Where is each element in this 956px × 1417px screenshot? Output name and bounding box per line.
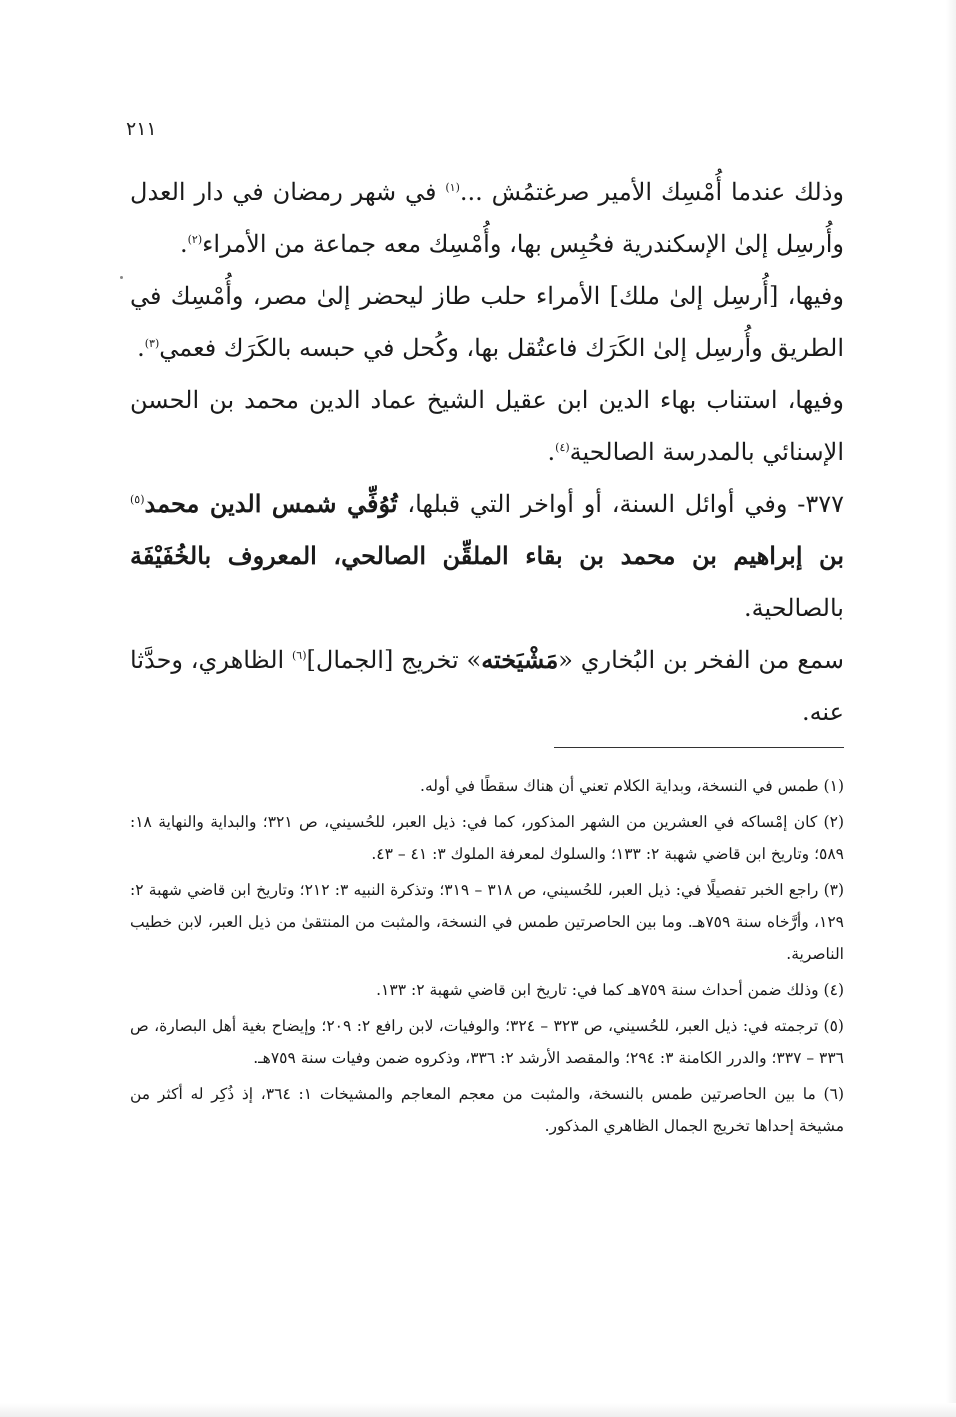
bold-text: مَشْيَخته bbox=[481, 645, 559, 674]
text-run: وفيها، استناب بهاء الدين ابن عقيل الشيخ عماد الدين محمد بن الحسن الإسنائي بالمدرسة الصالحية bbox=[130, 386, 844, 466]
footnote: (١) طمس في النسخة، وبداية الكلام تعني أن هناك سقطًا في أوله. bbox=[420, 777, 844, 795]
footnote: (٤) وذلك ضمن أحداث سنة ٧٥٩هـ كما في: تاريخ ابن قاضي شهبة ٢: ١٣٣. bbox=[376, 981, 844, 999]
paragraph bbox=[130, 478, 844, 634]
text-run: » تخريج [الجمال] bbox=[306, 646, 482, 674]
paragraph bbox=[130, 634, 844, 738]
paragraph bbox=[130, 166, 844, 270]
footnote-ref: (٦) bbox=[292, 649, 307, 662]
footnote-ref: (٣) bbox=[144, 337, 160, 350]
footnote-ref: (٢) bbox=[187, 233, 203, 246]
text-run: سمع من الفخر بن البُخاري « bbox=[558, 646, 844, 674]
footnote-ref: (٤) bbox=[555, 441, 570, 454]
footnote-divider bbox=[554, 747, 844, 748]
footnote: (٥) ترجمته في: ذيل العبر، للحُسيني، ص ٣٢٣ – ٣٢٤؛ والوفيات، لابن رافع ٢: ٢٠٩؛ وإيضاح بغية أهل البصارة، ص ٣٣٦ – ٣٣٧؛ والدرر الكامنة ٣: ٢٩٤؛ والمقصد الأرشد ٢: ٣٣٦، وذكروه ضمن وفيات سنة ٧٥٩هـ. bbox=[130, 1017, 844, 1067]
page-bottom-shadow bbox=[0, 1403, 956, 1417]
text-run: . bbox=[179, 230, 188, 258]
text-run: الظاهري، وحدَّثا عنه. bbox=[130, 646, 844, 726]
bold-text: تُوُفِّي شمس الدين محمد bbox=[144, 489, 398, 518]
bold-text: بن إبراهيم بن محمد بن بقاء الملقِّن الصالحي، المعروف بالخُفَيْفَة bbox=[130, 541, 844, 570]
footnote-ref: (١) bbox=[445, 181, 460, 194]
footnote-ref: (٥) bbox=[130, 493, 145, 506]
margin-mark bbox=[120, 276, 123, 279]
footnote: (٦) ما بين الحاصرتين طمس بالنسخة، والمثبت من معجم المعاجم والمشيخات ١: ٣٦٤، إذ ذُكِر له أكثر من مشيخة إحداها تخريج الجمال الظاهري المذكور. bbox=[130, 1085, 844, 1135]
text-run: بالصالحية. bbox=[744, 594, 844, 622]
text-run: في شهر رمضان في دار العدل وأُرسِل إلىٰ الإسكندرية فحُبِس بها، وأُمْسِك معه جماعة من الأمراء bbox=[130, 178, 844, 258]
paragraph bbox=[130, 374, 844, 478]
text-run: ٣٧٧- وفي أوائل السنة، أو أواخر التي قبلها، bbox=[397, 490, 844, 518]
text-run: . bbox=[137, 334, 145, 362]
main-text bbox=[130, 166, 844, 738]
text-run: وذلك عندما أُمْسِك الأمير صرغتمُش ... bbox=[459, 178, 844, 206]
text-run: وفيها، [أُرسِل إلىٰ ملك] الأمراء حلب طاز ليحضر إلىٰ مصر، وأُمْسِك في الطريق وأُرسِل إلىٰ الكَرَك فاعتُقل بها، وكُحل في حبسه بالكَرَك فعمي bbox=[130, 282, 844, 362]
page-edge-shadow bbox=[946, 0, 956, 1417]
footnote: (٣) راجع الخبر تفصيلًا في: ذيل العبر، للحُسيني، ص ٣١٨ – ٣١٩؛ وتذكرة النبيه ٣: ٢١٢؛ وتاريخ ابن قاضي شهبة ٢: ١٢٩، وأرَّخاه سنة ٧٥٩هـ. وما بين الحاصرتين طمس في النسخة، والمثبت من المنتقىٰ من ذيل العبر، لابن خطيب الناصرية. bbox=[130, 881, 845, 963]
footnotes bbox=[130, 770, 844, 1146]
paragraph bbox=[130, 270, 844, 374]
footnote: (٢) كان إمْساكه في العشرين من الشهر المذكور، كما في: ذيل العبر، للحُسيني، ص ٣٢١؛ والبداية والنهاية ١٨: ٥٨٩؛ وتاريخ ابن قاضي شهبة ٢: ١٣٣؛ والسلوك لمعرفة الملوك ٣: ٤١ – ٤٣. bbox=[130, 813, 844, 863]
text-run: . bbox=[547, 438, 556, 466]
page-number: ٢١١ bbox=[126, 118, 157, 140]
